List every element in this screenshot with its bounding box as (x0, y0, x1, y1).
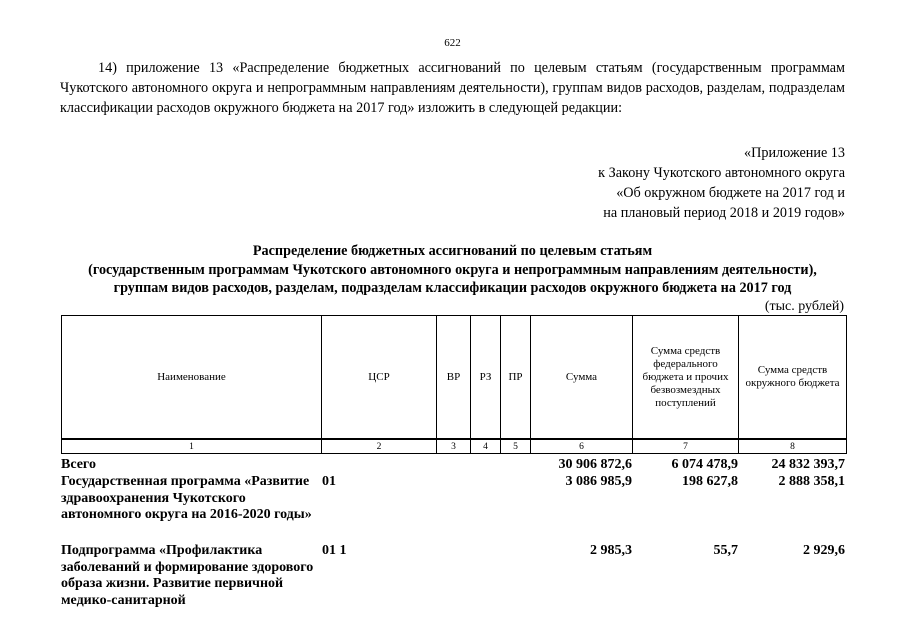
column-number: 5 (501, 440, 531, 454)
row-csr: 01 1 (322, 543, 347, 558)
appendix-line: на плановый период 2018 и 2019 годов» (603, 205, 845, 221)
column-number: 7 (633, 440, 739, 454)
row-name: Государственная программа «Развитие здравоохранения Чукотского автономного округа на 2016-2020 годы» (61, 474, 312, 522)
title-line: (государственным программам Чукотского автономного округа и непрограммным направлениям деятельности), (88, 261, 817, 278)
appendix-reference (445, 143, 845, 223)
header-pr: ПР (501, 316, 531, 439)
row-regional: 2 929,6 (803, 543, 845, 558)
row-sum: 30 906 872,6 (558, 457, 632, 472)
row-regional: 2 888 358,1 (778, 474, 845, 489)
row-regional: 24 832 393,7 (771, 457, 845, 472)
appendix-line: «Об окружном бюджете на 2017 год и (616, 185, 845, 201)
header-federal: Сумма средств федерального бюджета и прочих безвозмездных поступлений (633, 316, 739, 439)
column-number: 4 (471, 440, 501, 454)
header-vr: ВР (437, 316, 471, 439)
column-number: 8 (739, 440, 847, 454)
appendix-line: «Приложение 13 (744, 145, 845, 161)
units-label: (тыс. рублей) (764, 299, 844, 314)
column-number: 6 (531, 440, 633, 454)
page-number: 622 (444, 37, 461, 49)
intro-paragraph (60, 58, 845, 118)
column-number: 3 (437, 440, 471, 454)
header-regional: Сумма средств окружного бюджета (739, 316, 847, 439)
column-number: 1 (62, 440, 322, 454)
row-csr: 01 (322, 474, 336, 489)
document-title (40, 242, 865, 298)
column-number: 2 (322, 440, 437, 454)
title-line: Распределение бюджетных ассигнований по целевым статьям (252, 243, 653, 259)
row-federal: 198 627,8 (682, 474, 738, 489)
row-federal: 55,7 (713, 543, 738, 558)
header-rz: РЗ (471, 316, 501, 439)
title-line: группам видов расходов, разделам, подразделам классификации расходов окружного бюджета на 2017 год (113, 280, 792, 296)
row-sum: 3 086 985,9 (565, 474, 632, 489)
table-header (61, 315, 847, 454)
row-name: Подпрограмма «Профилактика заболеваний и формирование здорового образа жизни. Развитие первичной медико-санитарной (61, 543, 314, 608)
row-name: Всего (61, 457, 96, 472)
header-name: Наименование (62, 316, 322, 439)
appendix-line: к Закону Чукотского автономного округа (598, 165, 845, 181)
header-csr: ЦСР (322, 316, 437, 439)
row-sum: 2 985,3 (590, 543, 632, 558)
intro-text: 14) приложение 13 «Распределение бюджетных ассигнований по целевым статьям (государственным программам Чукотского автономного округа и непрограммным направлениям деятельности), группам видов расходов, разделам, подразделам классификации расходов окружного бюджета на 2017 год» изложить в следующей редакции: (60, 60, 845, 116)
row-federal: 6 074 478,9 (671, 457, 738, 472)
header-sum: Сумма (531, 316, 633, 439)
